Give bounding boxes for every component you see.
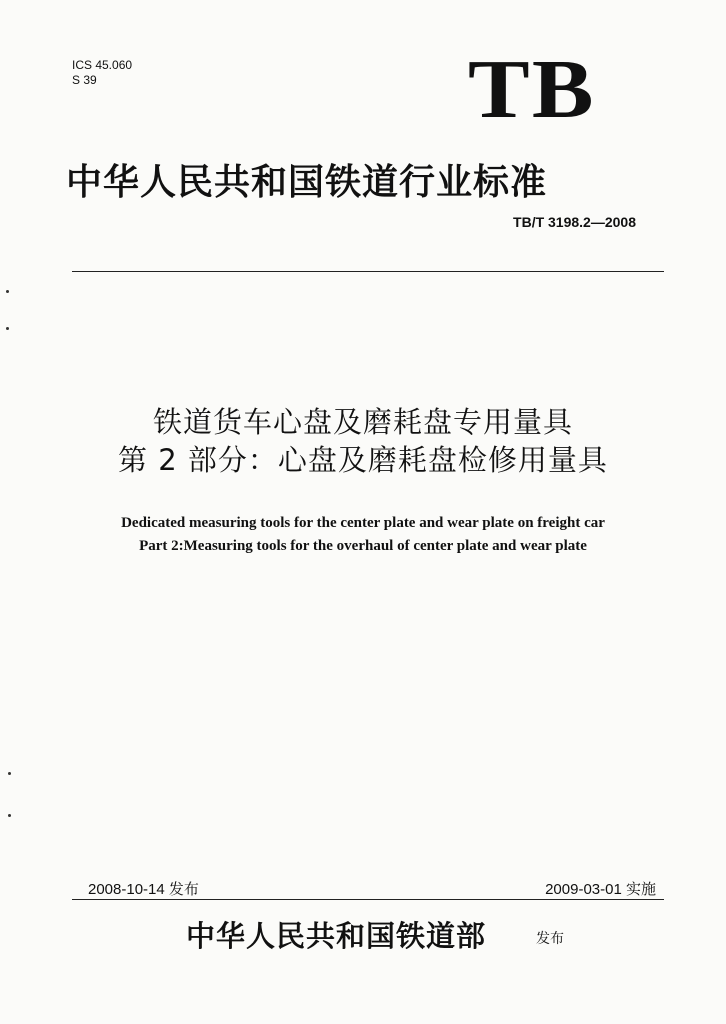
scan-speck (8, 814, 11, 817)
document-title-line2: 第 2 部分：心盘及磨耗盘检修用量具 (118, 443, 608, 477)
standard-title: 中华人民共和国铁道行业标准 (66, 161, 548, 203)
publisher-name: 中华人民共和国铁道部 (186, 919, 487, 953)
publisher-action: 发布 (536, 931, 564, 947)
header-divider (72, 271, 664, 272)
tb-logo: TB (468, 43, 596, 136)
issue-date: 2008-10-14 发布 (88, 881, 199, 898)
standard-number: TB/T 3198.2—2008 (513, 214, 636, 230)
scan-speck (8, 772, 11, 775)
scan-speck (6, 327, 9, 330)
ics-block (72, 58, 132, 88)
english-title-line2: Part 2:Measuring tools for the overhaul of center plate and wear plate (139, 538, 587, 554)
ics-code: ICS 45.060 (72, 58, 133, 72)
footer-divider (72, 899, 664, 900)
category-code: S 39 (72, 73, 97, 87)
english-title-line1: Dedicated measuring tools for the center plate and wear plate on freight car (121, 515, 605, 531)
document-title-line1: 铁道货车心盘及磨耗盘专用量具 (152, 405, 573, 439)
scan-speck (6, 290, 9, 293)
implementation-date: 2009-03-01 实施 (545, 881, 656, 898)
